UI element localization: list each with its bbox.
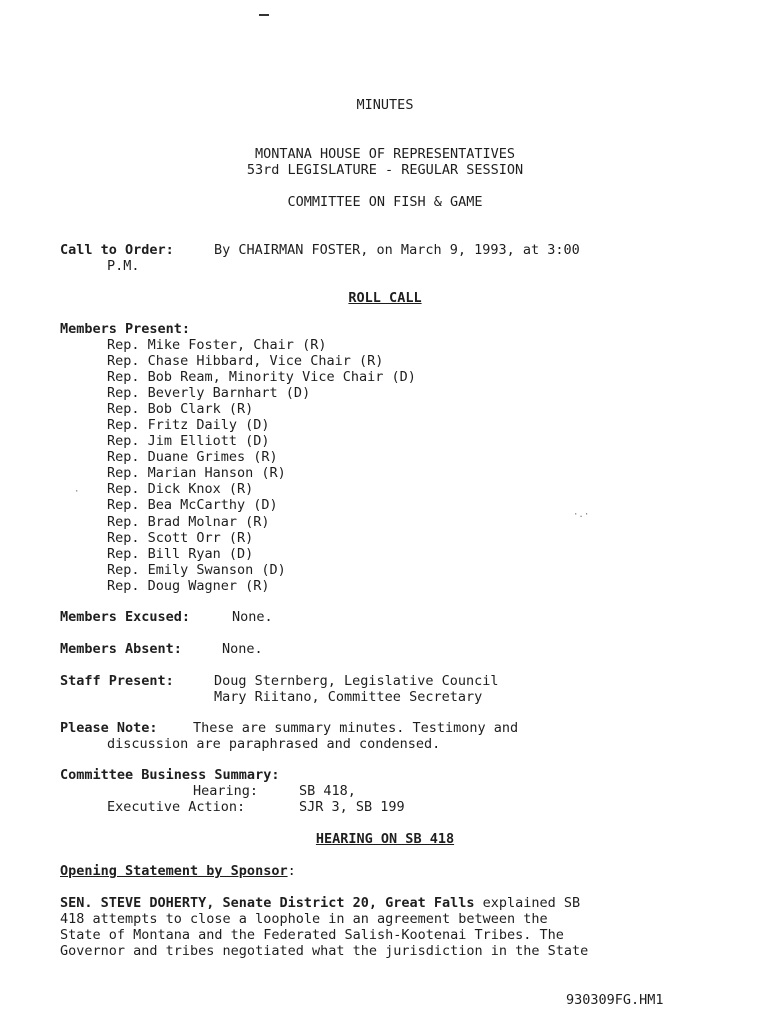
hearing-value: SB 418,: [299, 783, 356, 799]
sponsor-name: SEN. STEVE DOHERTY, Senate District 20, Great Falls: [60, 895, 475, 911]
opening-statement-colon: :: [287, 863, 296, 879]
opening-statement-label: Opening Statement by Sponsor: [60, 863, 288, 879]
member-item: Rep. Doug Wagner (R): [107, 577, 270, 594]
executive-action-value: SJR 3, SB 199: [299, 799, 405, 815]
document-title: MINUTES: [356, 97, 414, 113]
member-item: Rep. Beverly Barnhart (D): [107, 385, 311, 402]
call-to-order-text-cont: P.M.: [107, 258, 140, 274]
members-excused-label: Members Excused:: [60, 609, 191, 625]
roll-call-heading: ROLL CALL: [348, 290, 422, 306]
sponsor-paragraph-line-1: [60, 895, 580, 911]
sponsor-paragraph-line-3: State of Montana and the Federated Salish-Kootenai Tribes. The: [60, 927, 564, 943]
members-absent-value: None.: [222, 641, 263, 657]
members-list: [107, 337, 416, 594]
sponsor-line-1-rest: explained SB: [474, 895, 581, 911]
member-item: Rep. Bob Clark (R): [107, 401, 254, 418]
member-item: Rep. Scott Orr (R): [107, 529, 254, 546]
member-item: Rep. Bea McCarthy (D): [107, 497, 278, 514]
member-item: Rep. Chase Hibbard, Vice Chair (R): [107, 353, 384, 370]
member-item: Rep. Bill Ryan (D): [107, 545, 254, 562]
please-note-line-1: These are summary minutes. Testimony and: [193, 720, 519, 736]
member-item: Rep. Marian Hanson (R): [107, 465, 286, 482]
please-note-label: Please Note:: [60, 720, 158, 736]
members-absent-label: Members Absent:: [60, 641, 182, 657]
member-item: Rep. Jim Elliott (D): [107, 433, 270, 450]
member-item: Rep. Duane Grimes (R): [107, 449, 278, 466]
org-line-1: MONTANA HOUSE OF REPRESENTATIVES: [254, 146, 516, 162]
hearing-heading: HEARING ON SB 418: [315, 831, 455, 847]
please-note-line-2: discussion are paraphrased and condensed.: [107, 736, 441, 752]
call-to-order-text: By CHAIRMAN FOSTER, on March 9, 1993, at 3:00: [214, 242, 580, 258]
scan-speck: ·: [74, 487, 80, 497]
hearing-label: Hearing:: [193, 783, 259, 799]
staff-present-label: Staff Present:: [60, 673, 174, 689]
sponsor-paragraph-line-2: 418 attempts to close a loophole in an agreement between the: [60, 911, 548, 927]
business-summary-label: Committee Business Summary:: [60, 767, 280, 783]
scan-speck: ·.·: [573, 510, 590, 520]
member-item: Rep. Emily Swanson (D): [107, 561, 286, 578]
staff-line-2: Mary Riitano, Committee Secretary: [214, 689, 483, 705]
member-item: Rep. Dick Knox (R): [107, 481, 254, 498]
member-item: Rep. Brad Molnar (R): [107, 513, 270, 530]
staff-line-1: Doug Sternberg, Legislative Council: [214, 673, 499, 689]
member-item: Rep. Mike Foster, Chair (R): [107, 337, 327, 353]
members-present-label: Members Present:: [60, 321, 191, 337]
document-id: 930309FG.HM1: [566, 992, 664, 1008]
scan-mark: [259, 14, 269, 16]
sponsor-paragraph-line-4: Governor and tribes negotiated what the jurisdiction in the State: [60, 943, 589, 959]
member-item: Rep. Bob Ream, Minority Vice Chair (D): [107, 369, 416, 386]
committee-name: COMMITTEE ON FISH & GAME: [287, 194, 483, 210]
member-item: Rep. Fritz Daily (D): [107, 417, 270, 434]
opening-statement-heading: [60, 863, 296, 879]
org-line-2: 53rd LEGISLATURE - REGULAR SESSION: [246, 162, 524, 178]
call-to-order-label: Call to Order:: [60, 242, 174, 258]
members-excused-value: None.: [232, 609, 273, 625]
executive-action-label: Executive Action:: [107, 799, 246, 815]
